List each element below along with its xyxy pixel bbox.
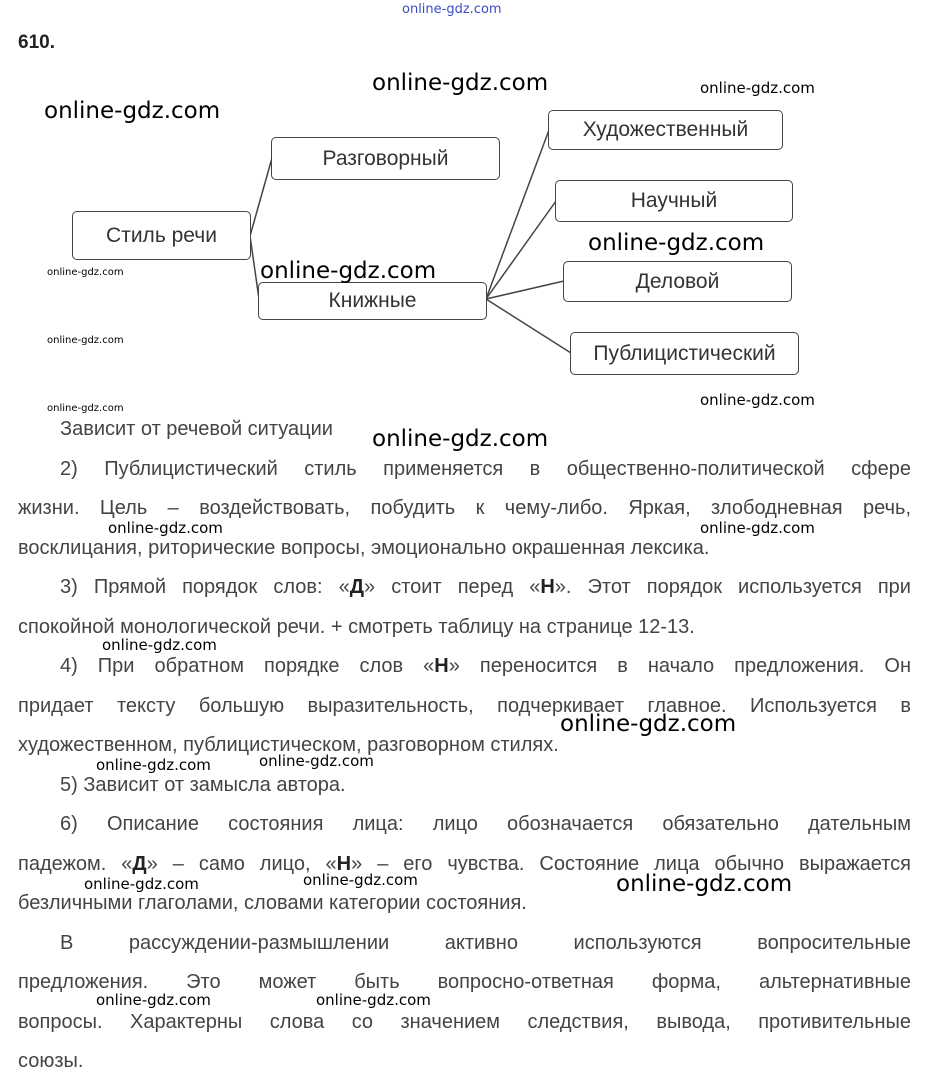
predicate-marker: Н (434, 655, 449, 677)
paragraph-7-line-3: вопросы. Характерны слова со значением следствия, вывода, противительные (18, 1010, 911, 1033)
text-fragment: » – его чувства. Состояние лица обычно выражается (351, 852, 911, 875)
business-label: Деловой (635, 269, 720, 293)
paragraph-7-line-4: союзы. (18, 1050, 84, 1072)
watermark: online-gdz.com (84, 875, 199, 893)
root-label: Стиль речи (106, 223, 217, 247)
watermark: online-gdz.com (47, 403, 124, 414)
business-box (563, 261, 792, 302)
bookish-box (258, 282, 487, 320)
paragraph-2-line-1: 2) Публицистический стиль применяется в общественно-политической сфере (60, 457, 911, 480)
text-fragment: ». Этот порядок используется при (554, 576, 911, 598)
conversational-box (271, 137, 500, 180)
paragraph-1: Зависит от речевой ситуации (60, 418, 333, 440)
paragraph-2-line-2: жизни. Цель – воздействовать, побудить к чему-либо. Яркая, злободневная речь, (18, 497, 911, 519)
artistic-label: Художественный (582, 118, 749, 141)
subject-marker: Д (132, 852, 147, 875)
watermark: online-gdz.com (560, 711, 737, 737)
paragraph-7-line-2: предложения. Это может быть вопросно-ответная форма, альтернативные (18, 971, 911, 993)
connector-bookish-publicistic (486, 299, 571, 353)
connector-bookish-scientific (486, 201, 556, 299)
paragraph-4-line-3: художественном, публицистическом, разговорном стилях. (18, 734, 559, 756)
paragraph-3-line-1 (18, 568, 911, 608)
publicistic-box (570, 332, 799, 375)
watermark: online-gdz.com (303, 871, 418, 889)
paragraph-2-line-3: восклицания, риторические вопросы, эмоционально окрашенная лексика. (18, 536, 710, 559)
watermark: online-gdz.com (260, 258, 437, 284)
watermark: online-gdz.com (259, 752, 374, 770)
watermark: online-gdz.com (700, 519, 815, 537)
connector-root-conversational (250, 158, 272, 236)
watermark: online-gdz.com (47, 335, 124, 346)
bookish-label: Книжные (328, 289, 417, 312)
watermark: online-gdz.com (700, 79, 815, 97)
root-box (72, 211, 251, 260)
watermark: online-gdz.com (372, 70, 549, 96)
watermark: online-gdz.com (402, 2, 502, 17)
conversational-label: Разговорный (322, 146, 449, 170)
scientific-label: Научный (630, 189, 718, 212)
text-fragment: » стоит перед « (364, 576, 541, 598)
watermark: online-gdz.com (47, 267, 124, 278)
text-fragment: » – само лицо, « (146, 852, 337, 875)
watermark: online-gdz.com (372, 426, 549, 452)
watermark: online-gdz.com (44, 98, 221, 124)
watermark: online-gdz.com (108, 519, 223, 537)
watermark: online-gdz.com (316, 991, 431, 1009)
paragraph-6-line-1: 6) Описание состояния лица: лицо обозначается обязательно дательным (60, 813, 911, 835)
paragraph-7-line-1: В рассуждении-размышлении активно используются вопросительные (60, 931, 911, 954)
subject-marker: Д (349, 576, 365, 598)
predicate-marker: Н (540, 576, 555, 598)
answer-text (18, 410, 911, 1082)
paragraph-6-line-3: безличными глаголами, словами категории состояния. (18, 892, 527, 914)
watermark: online-gdz.com (96, 991, 211, 1009)
watermark: online-gdz.com (616, 871, 793, 897)
predicate-marker: Н (336, 852, 352, 875)
paragraph-4-line-2: придает тексту большую выразительность, подчеркивает главное. Используется в (18, 694, 911, 717)
text-fragment: 4) При обратном порядке слов « (60, 655, 435, 677)
watermark: online-gdz.com (102, 636, 217, 654)
text-fragment: » переносится в начало предложения. Он (448, 655, 911, 677)
paragraph-5: 5) Зависит от замысла автора. (60, 773, 346, 796)
text-fragment: 3) Прямой порядок слов: « (60, 576, 350, 598)
text-fragment: падежом. « (18, 852, 133, 875)
paragraph-3-line-2: спокойной монологической речи. + смотреть таблицу на странице 12-13. (18, 615, 695, 638)
publicistic-label: Публицистический (593, 341, 776, 365)
watermark: online-gdz.com (700, 391, 815, 409)
exercise-number: 610. (18, 32, 55, 53)
watermark: online-gdz.com (588, 230, 765, 256)
watermark: online-gdz.com (96, 756, 211, 774)
artistic-box (548, 110, 783, 150)
scientific-box (555, 180, 793, 222)
